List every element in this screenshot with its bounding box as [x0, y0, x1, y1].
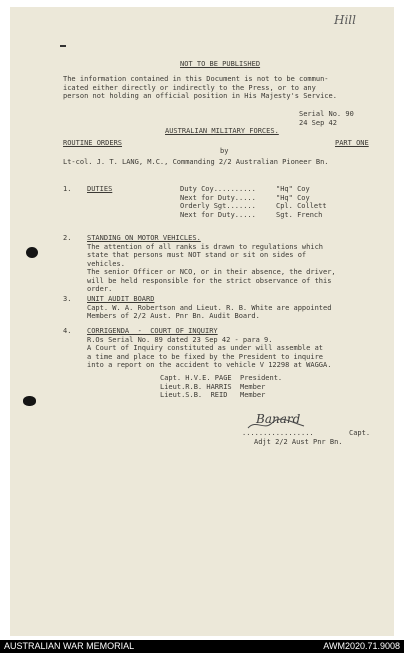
item-text-line: vehicles. — [87, 259, 125, 268]
force-title: AUSTRALIAN MILITARY FORCES. — [165, 127, 279, 135]
item-text-line: order. — [87, 285, 113, 293]
signature: Banard — [256, 412, 301, 426]
court-member-role: Member — [240, 382, 266, 391]
punch-hole — [23, 396, 36, 406]
signature-rank: Capt. — [349, 429, 371, 437]
by-label: by — [220, 147, 229, 155]
punch-mark — [60, 45, 66, 47]
part-label: PART ONE — [335, 139, 369, 147]
punch-hole — [26, 247, 38, 258]
item-number-2: 2. — [63, 234, 72, 242]
item-heading-duties: DUTIES — [87, 185, 113, 193]
archive-footer — [0, 640, 404, 653]
handwritten-annotation: Hill — [334, 13, 356, 27]
item-number-3: 3. — [63, 295, 72, 303]
item-text-line: state that persons must NOT stand or sit on sides of — [87, 251, 307, 259]
duty-label: Orderly Sgt....... — [180, 202, 256, 210]
court-member-name: Lieut.S.B. REID — [160, 391, 228, 399]
item-text-line: A Court of Inquiry constituted as under will assemble at — [87, 344, 324, 352]
item-heading-audit: UNIT AUDIT BOARD — [87, 295, 155, 303]
item-number-4: 4. — [63, 327, 72, 335]
item-heading-vehicles: STANDING ON MOTOR VEHICLES. — [87, 234, 201, 242]
court-member-name: Capt. H.V.E. PAGE — [160, 374, 232, 382]
duty-label: Next for Duty..... — [180, 193, 256, 202]
item-text-line: into a report on the accident to vehicle V 12298 at WAGGA. — [87, 361, 332, 369]
duty-value: Sgt. French — [276, 210, 323, 219]
footer-reference: AWM2020.71.9008 — [323, 641, 400, 651]
caution-line-2: icated either directly or indirectly to the Press, or to any — [63, 83, 316, 92]
item-text-line: will be held responsible for the strict observance of this — [87, 276, 332, 285]
order-date: 24 Sep 42 — [299, 118, 337, 127]
court-member-name: Lieut.R.B. HARRIS — [160, 382, 232, 391]
item-text-line: Capt. W. A. Robertson and Lieut. R. B. White are appointed — [87, 303, 332, 312]
footer-institution: AUSTRALIAN WAR MEMORIAL — [4, 641, 135, 651]
item-text-line: Members of 2/2 Aust. Pnr Bn. Audit Board. — [87, 312, 260, 320]
caution-line-1: The information contained in this Document is not to be commun- — [63, 75, 329, 83]
commander-line: Lt-col. J. T. LANG, M.C., Commanding 2/2 Australian Pioneer Bn. — [63, 158, 329, 166]
item-text-line: a time and place to be fixed by the President to inquire — [87, 352, 324, 361]
duty-label: Duty Coy.......... — [180, 185, 256, 193]
item-number-1: 1. — [63, 185, 72, 193]
item-text-line: R.Os Serial No. 89 dated 23 Sep 42 - para 9. — [87, 335, 273, 344]
document-page — [10, 7, 394, 636]
caution-line-3: person not holding an official position in His Majesty's Service. — [63, 92, 337, 100]
item-text-line: The attention of all ranks is drawn to regulations which — [87, 242, 324, 251]
item-heading-corrigenda: CORRIGENDA - COURT OF INQUIRY — [87, 327, 218, 335]
duty-value: "Hq" Coy — [276, 193, 310, 202]
item-text-line: The senior Officer or NCO, or in their absence, the driver, — [87, 268, 336, 276]
orders-title: ROUTINE ORDERS — [63, 139, 123, 147]
serial-number: Serial No. 90 — [299, 110, 354, 118]
court-member-role: President. — [240, 374, 283, 382]
duty-value: "Hq" Coy — [276, 185, 310, 193]
court-member-role: Member — [240, 391, 266, 399]
signature-dotted-line: ................. — [242, 429, 314, 437]
duty-value: Cpl. Collett — [276, 202, 327, 210]
duty-label: Next for Duty..... — [180, 210, 256, 219]
signature-unit: Adjt 2/2 Aust Pnr Bn. — [254, 438, 343, 446]
banner-text: NOT TO BE PUBLISHED — [180, 60, 261, 68]
